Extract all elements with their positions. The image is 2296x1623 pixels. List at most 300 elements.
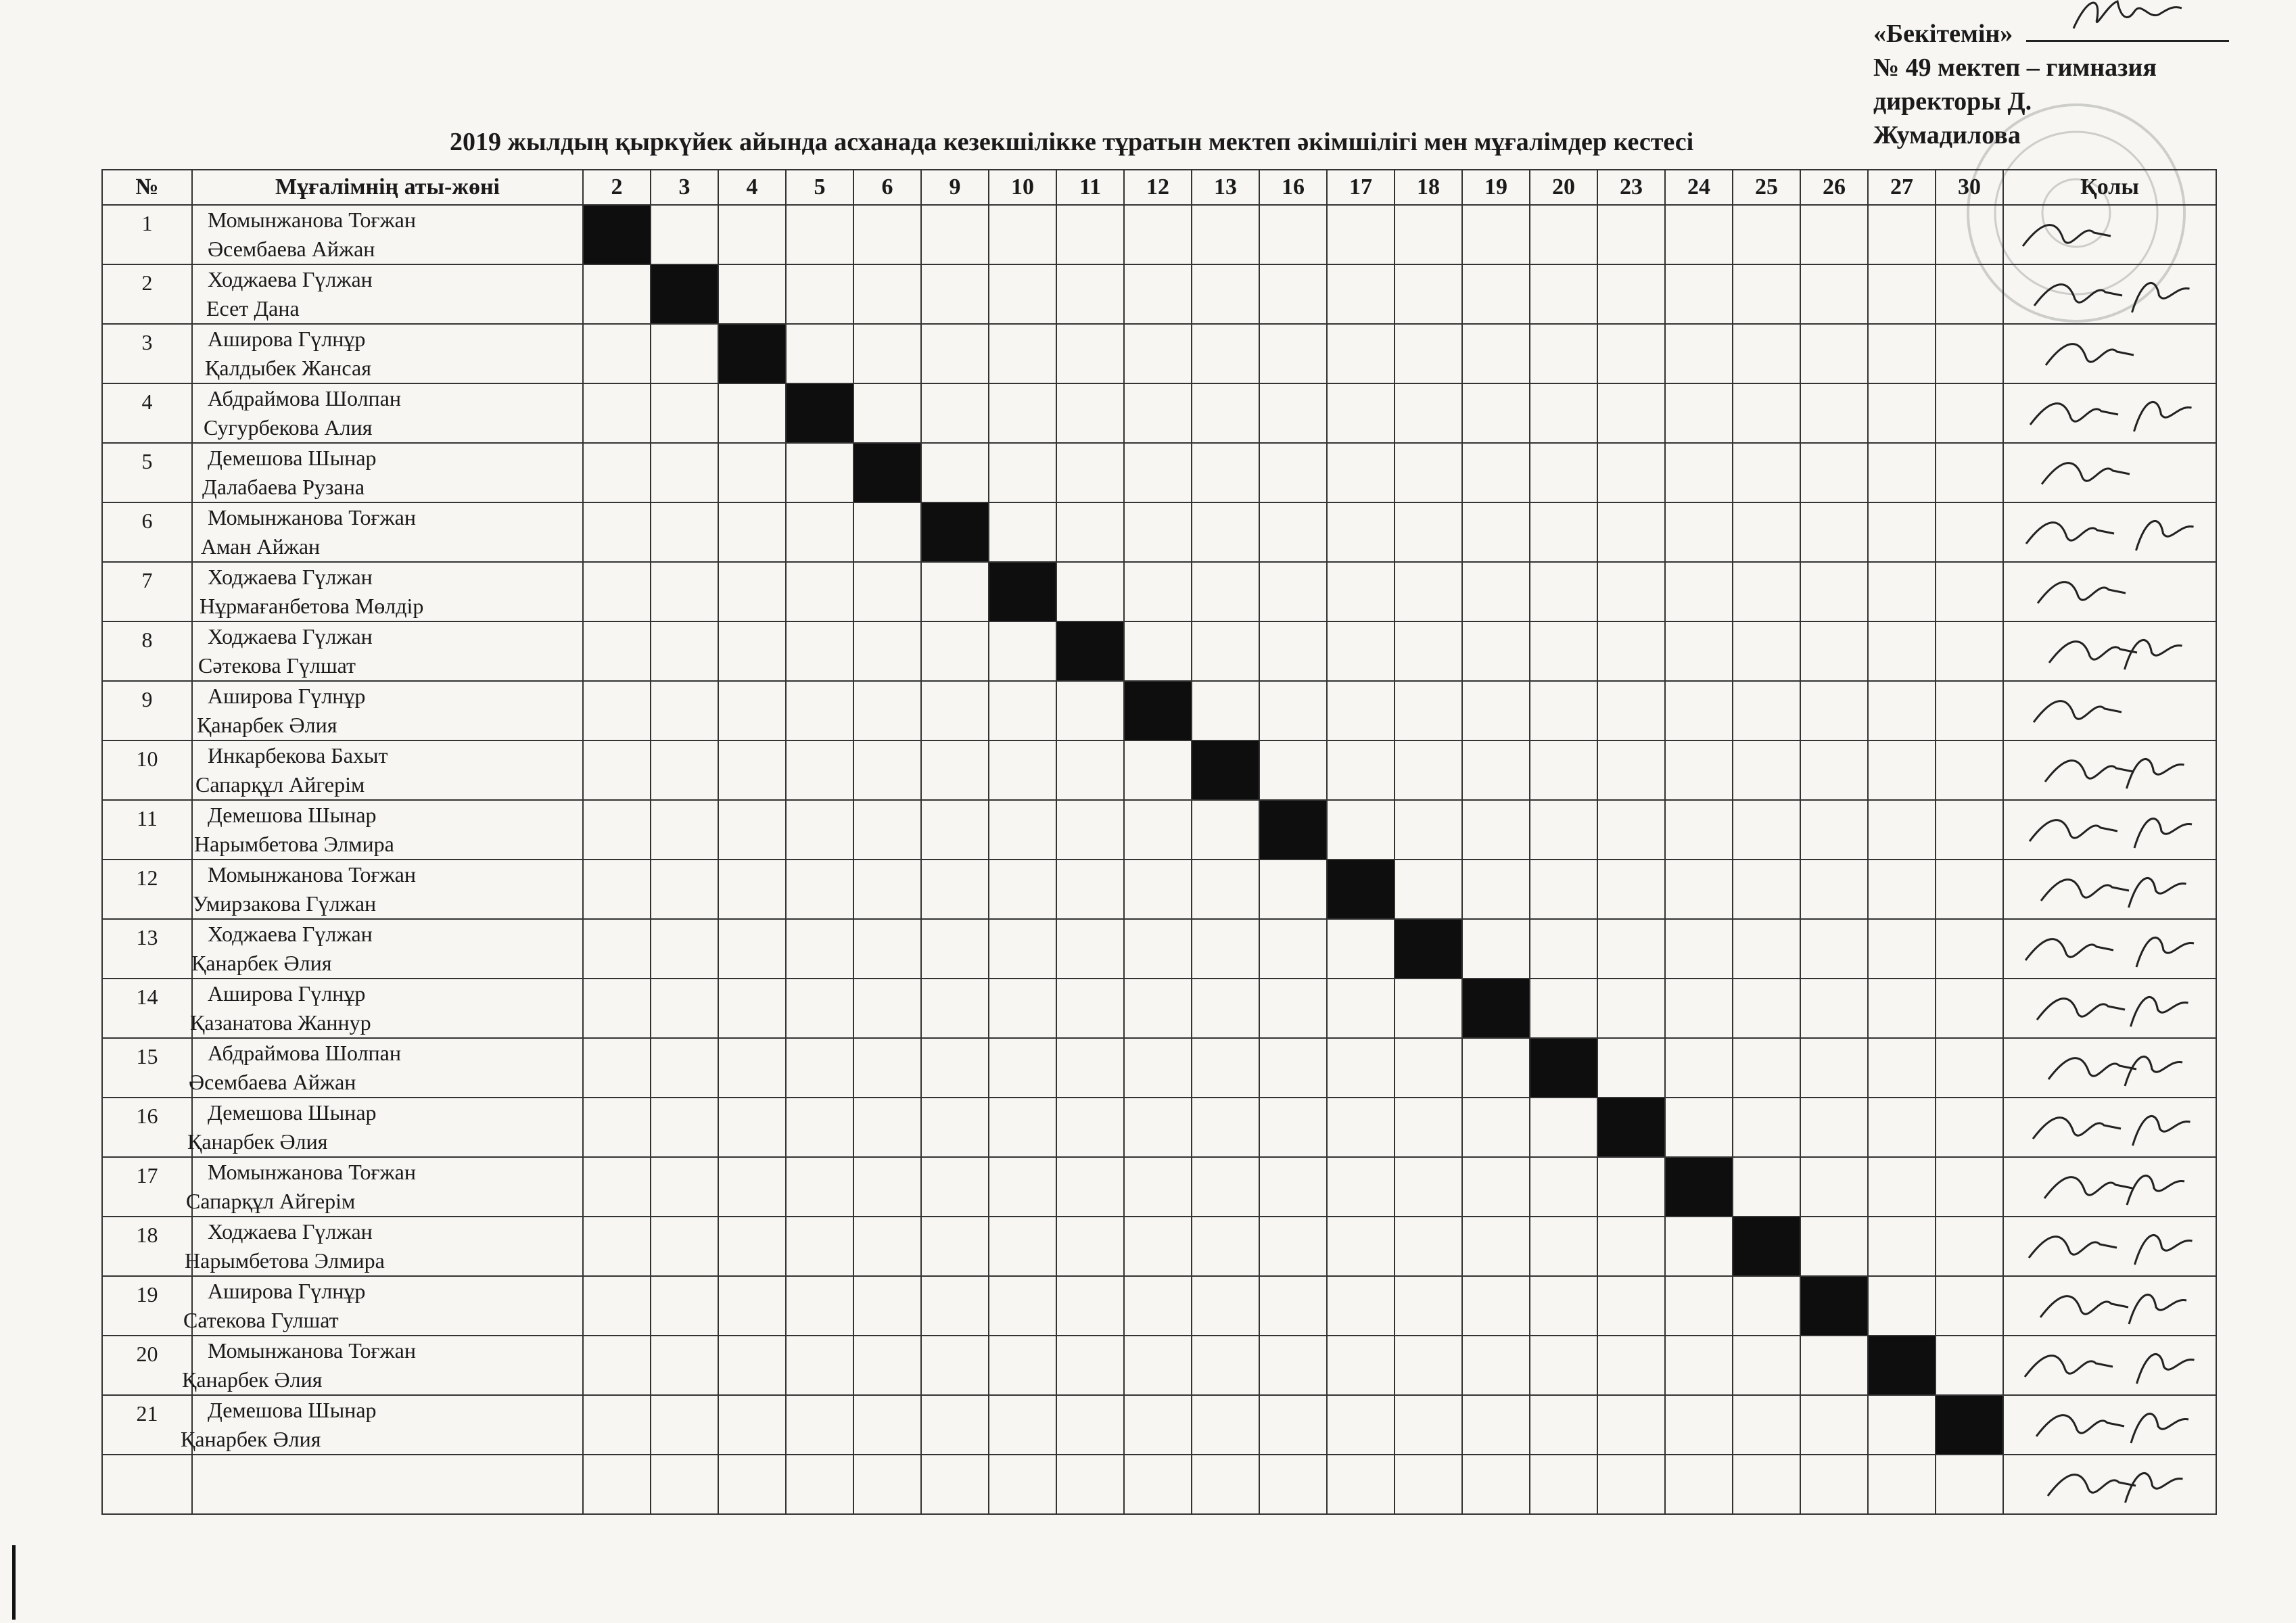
table-row [102,443,2216,502]
duty-cell [1665,264,1733,324]
header-day: 9 [921,170,989,205]
duty-cell [651,621,718,681]
duty-cell [786,324,853,383]
duty-cell [1597,383,1665,443]
handwritten-signature-icon [2009,1098,2212,1158]
duty-cell [651,979,718,1038]
duty-cell [1192,919,1259,979]
row-number: 15 [102,1038,192,1098]
duty-cell [1868,562,1936,621]
duty-cell [1327,562,1395,621]
header-day: 27 [1868,170,1936,205]
duty-cell [1192,1157,1259,1217]
duty-cell [921,1098,989,1157]
header-day: 12 [1124,170,1192,205]
duty-cell [1259,1098,1327,1157]
signature-cell [2003,979,2216,1038]
duty-cell [1327,1038,1395,1098]
duty-cell [583,1395,651,1455]
duty-cell [583,919,651,979]
duty-cell [989,443,1056,502]
approval-director: Жумадилова [1873,121,2021,149]
duty-cell [921,562,989,621]
duty-cell [1259,502,1327,562]
duty-cell [1597,443,1665,502]
duty-cell-filled [786,383,853,443]
duty-cell [583,681,651,740]
header-day: 3 [651,170,718,205]
duty-cell [1868,860,1936,919]
teacher-names [192,860,583,919]
duty-cell [1327,919,1395,979]
duty-cell [1800,502,1868,562]
duty-cell [1056,1038,1124,1098]
handwritten-signature-icon [2009,206,2212,265]
row-number: 3 [102,324,192,383]
teacher-name: Момынжанова Тоғжан [208,208,416,232]
duty-cell [1597,979,1665,1038]
handwritten-signature-icon [2009,1277,2212,1336]
teacher-names [192,979,583,1038]
handwritten-signature-icon [2009,1336,2212,1396]
duty-cell [1395,264,1462,324]
duty-cell [1327,979,1395,1038]
duty-cell [651,502,718,562]
duty-cell [1868,324,1936,383]
duty-cell [989,919,1056,979]
handwritten-signature-icon [2009,622,2212,682]
row-number: 7 [102,562,192,621]
duty-cell [1327,1336,1395,1395]
teacher-name: Аширова Гүлнұр [208,327,366,351]
row-number: 16 [102,1098,192,1157]
duty-cell [786,502,853,562]
teacher-name: Абдраймова Шолпан [208,1041,401,1065]
signature-cell [2003,1395,2216,1455]
duty-cell [989,1217,1056,1276]
duty-cell [651,1455,718,1514]
teacher-name: Ходжаева Гүлжан [208,1219,373,1244]
duty-cell [718,502,786,562]
teacher-name: Қанарбек Әлия [187,1129,328,1154]
signature-cell [2003,443,2216,502]
duty-cell [921,681,989,740]
duty-cell [1800,979,1868,1038]
duty-cell [1530,1336,1597,1395]
duty-cell [1665,919,1733,979]
row-number: 8 [102,621,192,681]
table-row [102,1455,2216,1514]
signature-cell [2003,919,2216,979]
teacher-names [192,800,583,860]
duty-cell [786,800,853,860]
duty-cell [1327,324,1395,383]
table-row [102,800,2216,860]
duty-cell [989,1098,1056,1157]
duty-cell [989,681,1056,740]
duty-cell-filled [651,264,718,324]
duty-schedule-table [101,169,2217,1515]
page-title: 2019 жылдың қыркүйек айында асханада кезекшілікке тұратын мектеп әкімшілігі мен мұғалімдер кестесі [450,128,1694,156]
teacher-name: Әсембаева Айжан [208,237,375,261]
duty-cell [853,1217,921,1276]
duty-cell-filled [1597,1098,1665,1157]
duty-cell [853,1276,921,1336]
duty-cell [853,502,921,562]
duty-cell [1936,502,2003,562]
duty-cell [853,740,921,800]
teacher-names [187,1098,583,1157]
duty-cell [1530,860,1597,919]
duty-cell [1665,502,1733,562]
duty-cell [1395,1455,1462,1514]
duty-cell-filled [718,324,786,383]
table-row [102,324,2216,383]
duty-cell [1936,324,2003,383]
duty-cell [1868,1038,1936,1098]
duty-cell [651,1395,718,1455]
duty-cell [651,1217,718,1276]
duty-cell [853,1157,921,1217]
signature-cell [2003,562,2216,621]
duty-cell [786,1336,853,1395]
duty-cell [1259,740,1327,800]
handwritten-signature-icon [2009,1158,2212,1217]
duty-cell [989,205,1056,264]
duty-cell [1936,1038,2003,1098]
duty-cell [1530,1098,1597,1157]
duty-cell [786,205,853,264]
signature-cell [2003,681,2216,740]
duty-cell [1868,1276,1936,1336]
duty-cell [989,383,1056,443]
duty-cell [1462,621,1530,681]
teacher-name: Сапарқұл Айгерім [186,1189,356,1213]
duty-cell [786,621,853,681]
duty-cell [1192,383,1259,443]
duty-cell [1192,324,1259,383]
row-number: 10 [102,740,192,800]
duty-cell [1124,264,1192,324]
duty-cell [1259,621,1327,681]
table-row [102,1098,2216,1157]
duty-cell [651,1276,718,1336]
duty-cell [651,1157,718,1217]
duty-cell [718,264,786,324]
signature-cell [2003,383,2216,443]
duty-cell [1597,1455,1665,1514]
duty-cell-filled [1665,1157,1733,1217]
duty-cell [853,264,921,324]
duty-cell [1259,681,1327,740]
duty-cell [1800,919,1868,979]
duty-cell [1124,860,1192,919]
duty-cell [1936,800,2003,860]
duty-cell [1665,1038,1733,1098]
duty-cell [1056,919,1124,979]
duty-cell [1530,740,1597,800]
duty-cell [1868,1157,1936,1217]
table-body [102,205,2216,1514]
duty-cell [1597,621,1665,681]
duty-cell [1056,443,1124,502]
row-number: 5 [102,443,192,502]
duty-cell [1665,740,1733,800]
duty-cell [651,383,718,443]
duty-cell [651,324,718,383]
duty-cell [1259,1276,1327,1336]
duty-cell [853,324,921,383]
duty-cell [718,1038,786,1098]
duty-cell [989,324,1056,383]
duty-cell [1530,800,1597,860]
duty-cell [1936,740,2003,800]
duty-cell [1327,621,1395,681]
row-number: 17 [102,1157,192,1217]
row-number: 18 [102,1217,192,1276]
duty-cell [1868,621,1936,681]
duty-cell-filled [853,443,921,502]
director-signature [2026,18,2229,42]
duty-cell [853,1098,921,1157]
row-number: 11 [102,800,192,860]
duty-cell [1056,681,1124,740]
handwritten-signature-icon [2009,325,2212,384]
duty-cell [1056,1217,1124,1276]
duty-cell [921,1336,989,1395]
signature-cell [2003,1157,2216,1217]
handwritten-signature-icon [2009,682,2212,741]
duty-cell [1530,1395,1597,1455]
table-row [102,1276,2216,1336]
handwritten-signature-icon [2009,503,2212,563]
duty-cell [651,1336,718,1395]
duty-cell [1597,1336,1665,1395]
duty-cell [1597,1038,1665,1098]
duty-cell [1395,1157,1462,1217]
teacher-name: Ходжаева Гүлжан [208,624,373,649]
duty-cell [1936,1098,2003,1157]
duty-cell [1395,443,1462,502]
duty-cell [786,919,853,979]
duty-cell [1597,919,1665,979]
header-day: 5 [786,170,853,205]
duty-cell [1259,1395,1327,1455]
duty-cell [1936,205,2003,264]
duty-cell [1192,1276,1259,1336]
duty-cell [1800,1038,1868,1098]
duty-cell [1259,919,1327,979]
duty-cell [1462,205,1530,264]
duty-cell [1124,1336,1192,1395]
duty-cell [1124,621,1192,681]
teacher-names [192,562,583,621]
duty-cell [583,800,651,860]
duty-cell [583,1038,651,1098]
duty-cell [718,919,786,979]
duty-cell [989,740,1056,800]
duty-cell [1124,1395,1192,1455]
duty-cell [1056,324,1124,383]
handwritten-signature-icon [2009,860,2212,920]
duty-cell [989,800,1056,860]
duty-cell [989,1276,1056,1336]
duty-cell [921,919,989,979]
table-row [102,1157,2216,1217]
duty-cell [1597,1395,1665,1455]
table-row [102,205,2216,264]
duty-cell [1530,264,1597,324]
duty-cell [1259,1157,1327,1217]
duty-cell [989,979,1056,1038]
row-number: 1 [102,205,192,264]
duty-cell [989,621,1056,681]
teacher-name: Нарымбетова Элмира [194,832,394,856]
duty-cell [1530,562,1597,621]
duty-cell [1530,502,1597,562]
table-row [102,1395,2216,1455]
teacher-names [186,1157,583,1217]
duty-cell [786,1098,853,1157]
teacher-name: Қанарбек Әлия [197,713,337,737]
table-row [102,383,2216,443]
duty-cell [1124,1455,1192,1514]
duty-cell [651,1038,718,1098]
handwritten-signature-icon [2009,801,2212,860]
row-number: 21 [102,1395,192,1455]
duty-cell [1056,383,1124,443]
teacher-name: Аширова Гүлнұр [208,981,366,1006]
duty-cell [1733,1038,1800,1098]
duty-cell [1395,740,1462,800]
signature-cell [2003,1276,2216,1336]
duty-cell [1124,1276,1192,1336]
duty-cell [1665,1217,1733,1276]
duty-cell [1395,383,1462,443]
duty-cell [718,1455,786,1514]
duty-cell [1124,502,1192,562]
duty-cell [989,1157,1056,1217]
header-name: Мұғалімнің аты-жөні [192,170,583,205]
duty-cell [1665,860,1733,919]
duty-cell-filled [1259,800,1327,860]
duty-cell [1327,681,1395,740]
duty-cell [1259,979,1327,1038]
duty-cell [853,979,921,1038]
teacher-name: Қанарбек Әлия [181,1427,321,1451]
duty-cell [583,383,651,443]
duty-cell [786,1217,853,1276]
signature-cell [2003,740,2216,800]
duty-cell [786,1276,853,1336]
duty-cell [921,324,989,383]
duty-cell-filled [1124,681,1192,740]
duty-cell [1868,1455,1936,1514]
duty-cell [1868,919,1936,979]
duty-cell [1462,502,1530,562]
teacher-name: Момынжанова Тоғжан [208,1160,416,1184]
duty-cell [921,800,989,860]
duty-cell [1733,1395,1800,1455]
duty-cell [1056,800,1124,860]
margin-mark [12,1545,16,1620]
teacher-name: Сәтекова Гүлшат [198,653,356,678]
duty-cell [1597,205,1665,264]
duty-cell [1733,324,1800,383]
duty-cell [1462,919,1530,979]
duty-cell [1733,1336,1800,1395]
duty-cell [1868,443,1936,502]
duty-cell [989,1395,1056,1455]
handwritten-signature-icon [2009,1455,2212,1515]
duty-cell [1936,621,2003,681]
duty-cell [1124,919,1192,979]
duty-cell [921,264,989,324]
teacher-names [192,383,583,443]
table-row [102,1217,2216,1276]
duty-cell [1462,681,1530,740]
duty-cell [1395,1336,1462,1395]
duty-cell [1327,800,1395,860]
duty-cell [1800,1157,1868,1217]
duty-cell [1395,681,1462,740]
duty-cell [1462,562,1530,621]
handwritten-signature-icon [2009,1039,2212,1098]
duty-cell [1597,740,1665,800]
duty-cell [1665,1336,1733,1395]
duty-cell [1056,1336,1124,1395]
duty-cell [583,1455,651,1514]
duty-cell [1192,621,1259,681]
duty-cell [1665,1395,1733,1455]
duty-cell [1868,681,1936,740]
duty-cell [718,1276,786,1336]
teacher-name: Далабаева Рузана [202,475,365,499]
duty-cell [1395,1276,1462,1336]
director-signature-icon [2026,0,2229,39]
duty-cell [583,264,651,324]
duty-cell [1192,1098,1259,1157]
duty-cell [1800,681,1868,740]
duty-cell [1868,1217,1936,1276]
duty-cell [1597,681,1665,740]
approval-line [1873,17,2252,51]
duty-cell [1936,264,2003,324]
duty-cell [1192,502,1259,562]
duty-cell [1327,1395,1395,1455]
duty-cell [853,621,921,681]
duty-cell [853,860,921,919]
duty-cell [718,681,786,740]
duty-cell [853,383,921,443]
header-day: 6 [853,170,921,205]
duty-cell [1665,562,1733,621]
row-number: 9 [102,681,192,740]
teacher-name: Әсембаева Айжан [189,1070,356,1094]
teacher-names [192,740,583,800]
duty-cell [1597,860,1665,919]
teacher-names [182,1336,583,1395]
duty-cell-filled [1327,860,1395,919]
duty-cell [1462,1336,1530,1395]
duty-cell [1936,919,2003,979]
duty-cell [1530,205,1597,264]
handwritten-signature-icon [2009,563,2212,622]
duty-cell [1733,264,1800,324]
teacher-name: Демешова Шынар [208,1100,377,1125]
duty-cell [1327,1276,1395,1336]
signature-cell [2003,800,2216,860]
